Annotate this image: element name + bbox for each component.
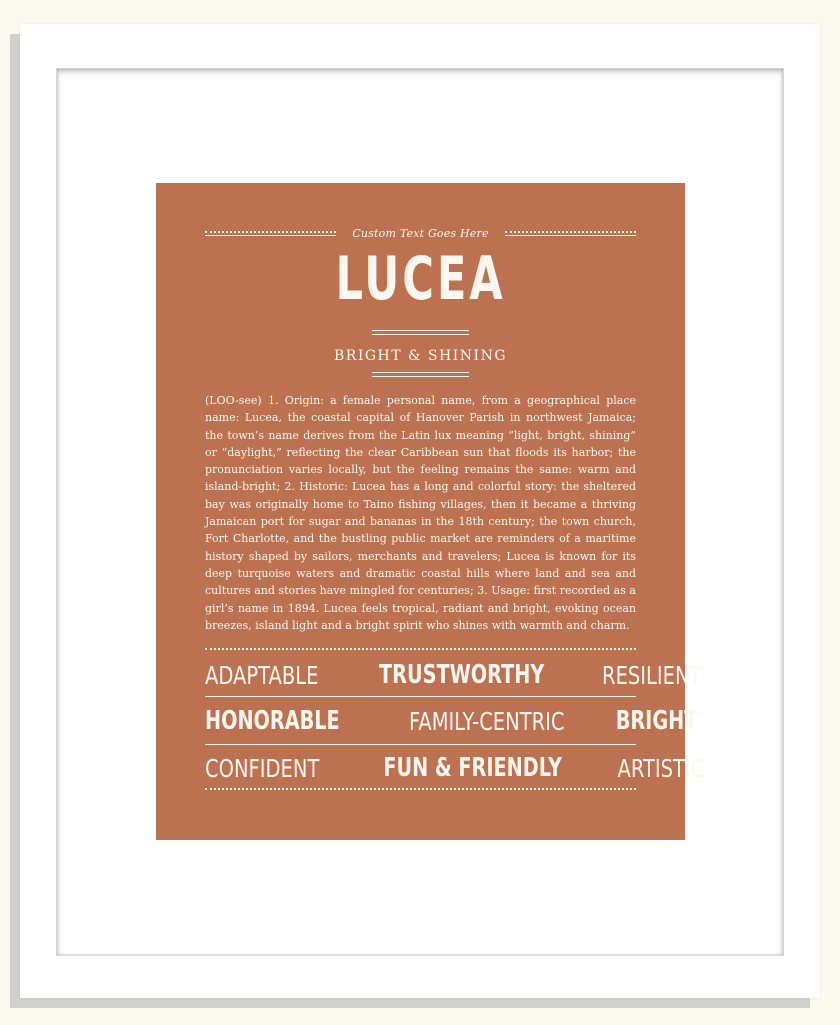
traits-bottom-divider [205,788,636,790]
upper-rule-pair [372,330,469,335]
custom-text-row [205,227,636,240]
trait-row-divider [205,744,636,745]
trait: BRIGHT [615,706,697,736]
name-definition: (LOO-see) 1. Origin: a female personal name, from a geographical place name: Lucea, the coastal capital of Hanover Parish in northwest Jamaica; the town’s name derives from the Latin lux meaning “light, bright, shining” or “daylight,” reflecting the clear Caribbean sun that floods its harbor; the pronunciation varies locally, but the feeling remains the same: warm and island-bright; 2. Historic: Lucea has a long and colorful story: the sheltered bay was originally home to Taino fishing villages, then it became a thriving Jamaican port for sugar and bananas in the 18th century; the town church, Fort Charlotte, and the bustling public market are reminders of a maritime history shaped by sailors, merchants and travelers; Lucea is known for its deep turquoise waters and dramatic coastal hills where land and sea and cultures and stories have mingled for centuries; 3. Usage: first recorded as a girl’s name in 1894. Lucea feels tropical, radiant and bright, evoking ocean breezes, island light and a bright spirit who shines with warmth and charm. [205,394,636,632]
name-title: LUCEA [335,244,506,314]
trait-row-divider [205,696,636,697]
trait: ARTISTIC [617,753,705,783]
trait: FAMILY-CENTRIC [408,706,565,736]
left-ornament-line [205,231,336,237]
lower-rule-pair [372,372,469,377]
trait: RESILIENT [601,660,702,690]
name-print [156,183,705,840]
trait-row-2 [205,703,697,739]
trait-row-1 [205,657,702,693]
trait: TRUSTWORTHY [379,660,545,690]
traits-top-divider [205,648,636,650]
name-meaning: BRIGHT & SHINING [334,348,507,364]
right-ornament-line [505,231,636,237]
trait: CONFIDENT [205,753,320,783]
trait: FUN & FRIENDLY [382,753,562,783]
trait-row-3 [205,750,705,786]
custom-text: Custom Text Goes Here [352,227,489,240]
trait: ADAPTABLE [205,660,319,690]
trait: HONORABLE [205,706,340,736]
